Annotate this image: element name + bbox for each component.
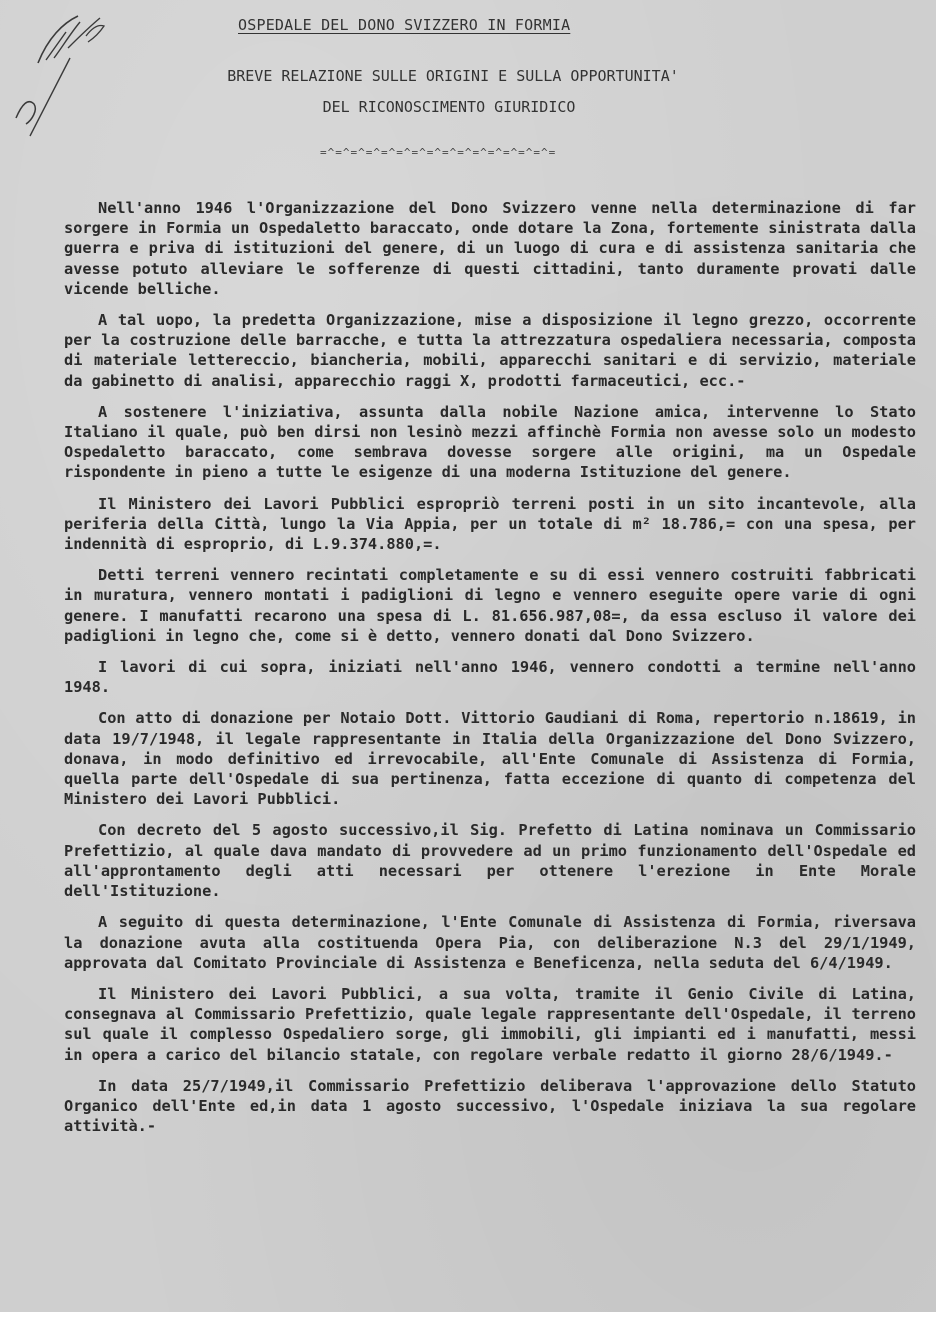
decorative-divider: =^=^=^=^=^=^=^=^=^=^=^=^=^=^=^= — [320, 146, 557, 159]
paragraph-5: Detti terreni vennero recintati completamente e su di essi vennero costruiti fabbricati in muratura, vennero montati i padiglioni di legno e vennero eseguite opere varie di ogni genere. I manufatti recarono una spesa di L. 81.656.987,08=, da essa escluso il valore dei padiglioni in legno che, come si è detto, vennero donati dal Dono Svizzero. — [64, 566, 916, 645]
page-edge — [936, 0, 946, 1320]
document-title: OSPEDALE DEL DONO SVIZZERO IN FORMIA — [238, 16, 571, 34]
paragraph-1: Nell'anno 1946 l'Organizzazione del Dono Svizzero venne nella determinazione di far sorgere in Formia un Ospedaletto baraccato, onde dotare la Zona, fortemente sinistrata dalla guerra e priva di istituzioni del genere, di un luogo di cura e di assistenza sanitaria che avesse potuto alleviare le sofferenze di questi cittadini, tanto duramente provati dalle vicende belliche. — [64, 199, 916, 298]
paragraph-4: Il Ministero dei Lavori Pubblici espropriò terreni posti in un sito incantevole, alla periferia della Città, lungo la Via Appia, per un totale di m² 18.786,= con una spesa, per indennità di esproprio, di L.9.374.880,=. — [64, 494, 916, 554]
document-body — [64, 198, 916, 1147]
paragraph-6: I lavori di cui sopra, iniziati nell'anno 1946, vennero condotti a termine nell'anno 1948. — [64, 658, 916, 697]
document-subtitle-line-1: BREVE RELAZIONE SULLE ORIGINI E SULLA OPPORTUNITA' — [227, 67, 679, 85]
paragraph-7: Con atto di donazione per Notaio Dott. Vittorio Gaudiani di Roma, repertorio n.18619, in data 19/7/1948, il legale rappresentante in Italia della Organizzazione del Dono Svizzero, donava, in modo definitivo ed irrevocabile, all'Ente Comunale di Assistenza di Formia, quella parte dell'Ospedale di sua pertinenza, fatta eccezione di quanto di competenza del Ministero dei Lavori Pubblici. — [64, 709, 916, 809]
paragraph-11: In data 25/7/1949,il Commissario Prefettizio deliberava l'approvazione dello Statuto Organico dell'Ente ed,in data 1 agosto successivo, l'Ospedale iniziava la sua regolare attività.- — [64, 1076, 916, 1136]
paragraph-10: Il Ministero dei Lavori Pubblici, a sua volta, tramite il Genio Civile di Latina, consegnava al Commissario Prefettizio, quale legale rappresentante dell'Ospedale, il terreno sul quale il complesso Ospedaliero sorge, gli immobili, gli impianti ed i manufatti, messi in opera a carico del bilancio statale, con regolare verbale redatto il giorno 28/6/1949.- — [64, 984, 916, 1064]
paragraph-3: A sostenere l'iniziativa, assunta dalla nobile Nazione amica, intervenne lo Stato Italiano il quale, può ben dirsi non lesinò mezzi affinchè Formia non avesse solo un modesto Ospedaletto baraccato, come sembrava dovesse sorgere alle origini, ma un Ospedale rispondente in pieno a tutte le esigenze di una moderna Istituzione del genere. — [64, 402, 916, 482]
paragraph-2: A tal uopo, la predetta Organizzazione, mise a disposizione il legno grezzo, occorrente per la costruzione delle barracche, e tutta la attrezzatura ospedaliera necessaria, composta di materiale lettereccio, biancheria, mobili, apparecchi sanitari e di servizio, materiale da gabinetto di analisi, apparecchio raggi X, prodotti farmaceutici, ecc.- — [64, 311, 916, 390]
document-subtitle-line-2: DEL RICONOSCIMENTO GIURIDICO — [322, 98, 576, 116]
paragraph-8: Con decreto del 5 agosto successivo,il Sig. Prefetto di Latina nominava un Commissario Prefettizio, al quale dava mandato di provvedere ad un primo funzionamento dell'Ospedale ed all'approntamento degli atti necessari per ottenere l'erezione in Ente Morale dell'Istituzione. — [64, 821, 916, 901]
paragraph-9: A seguito di questa determinazione, l'Ente Comunale di Assistenza di Formia, riversava la donazione avuta alla costituenda Opera Pia, con deliberazione N.3 del 29/1/1949, approvata dal Comitato Provinciale di Assistenza e Beneficenza, nella seduta del 6/4/1949. — [64, 913, 916, 972]
